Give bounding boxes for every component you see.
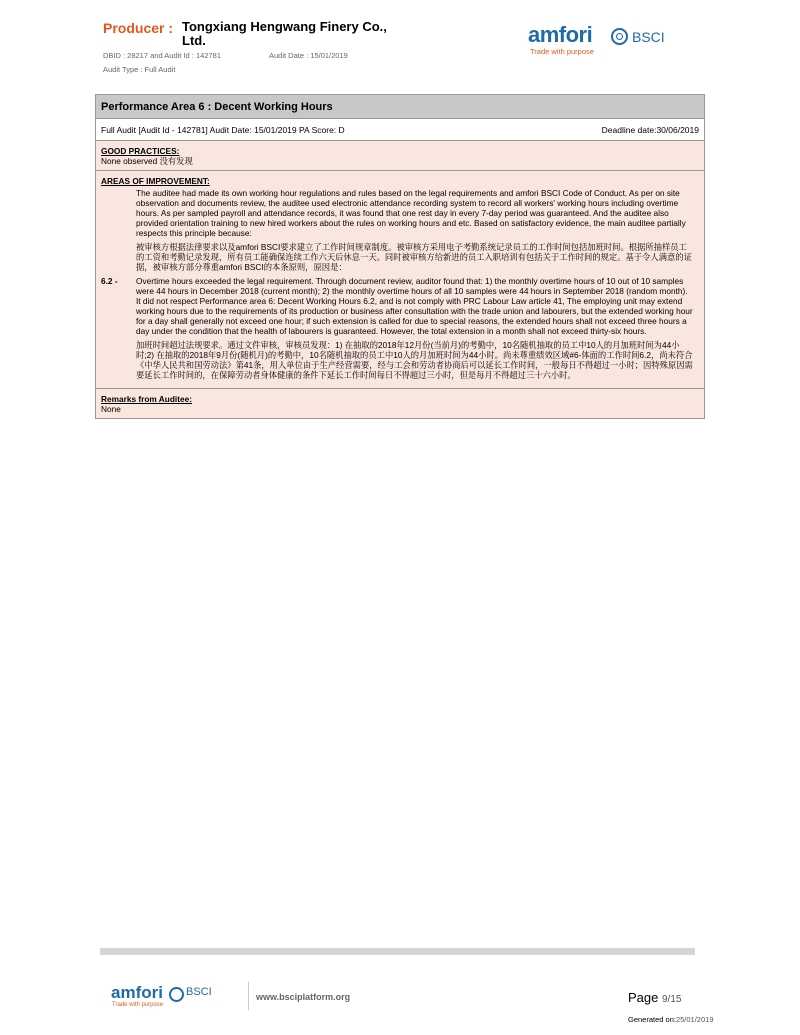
remarks-text: None	[101, 404, 121, 414]
footer-vertical-divider	[248, 982, 249, 1010]
page-label: Page	[628, 990, 659, 1005]
area-text	[136, 188, 699, 384]
footer-website: www.bsciplatform.org	[256, 992, 351, 1002]
footer-logo-tagline: Trade with purpose	[112, 1002, 164, 1008]
page-number: 9/15	[662, 994, 682, 1005]
dbid-audit-id: DBID : 28217 and Audit Id : 142781	[103, 51, 222, 60]
bsci-ring-icon	[611, 28, 628, 45]
finding-paragraph-cn-2: 加班时间超过法规要求。通过文件审核，审核员发现：1) 在抽取的2018年12月份(当前月)的考勤中，10名随机抽取的员工中10人的月加班时间为44小时;2) 在抽取的2018年9月份(随机月)的考勤中，10名随机抽取的员工中10人的月加班时间为44小时。尚未尊重绩效区域#6-体面的工作时间6.2，尚未符合《中华人民共和国劳动法》第41条，用人单位由于生产经营需要，经与工会和劳动者协商后可以延长工作时间，一般每日不得超过一小时；因特殊原因需要延长工作时间的，在保障劳动者身体健康的条件下延长工作时间每日不得超过三小时，但是每月不得超过三十六小时。	[136, 340, 693, 380]
area-item	[101, 188, 699, 384]
footer-bsci-ring-icon	[169, 987, 184, 1002]
performance-area-box	[95, 94, 705, 419]
audit-info-row	[96, 119, 704, 141]
footer-logo-word: amfori	[111, 983, 163, 1002]
footer-amfori-logo	[111, 985, 221, 1015]
area-number: 6.2 -	[101, 276, 118, 286]
page-indicator	[628, 990, 681, 1005]
remarks-section	[96, 389, 704, 418]
footer-logo-bsci: BSCI	[186, 986, 212, 998]
areas-of-improvement-section	[96, 171, 704, 389]
logo-tagline: Trade with purpose	[530, 47, 594, 56]
good-practices-section	[96, 141, 704, 171]
amfori-bsci-logo	[528, 22, 673, 62]
deadline-date: Deadline date:30/06/2019	[601, 125, 699, 135]
producer-name: Tongxiang Hengwang Finery Co., Ltd.	[182, 19, 387, 48]
audit-date: Audit Date : 15/01/2019	[269, 51, 348, 60]
areas-heading: AREAS OF IMPROVEMENT:	[101, 176, 210, 186]
producer-label: Producer :	[103, 20, 174, 36]
finding-paragraph-en-2: Overtime hours exceeded the legal requirement. Through document review, auditor found that: 1) the monthly overtime hours of 10 out of 10 samples were 44 hours in December 2018 (current month); 2) the monthly overtime hours of all 10 samples were 44 hours in September 2018 (random month). It did not respect Performance area 6: Decent Working Hours 6.2, and is not comply with PRC Labour Law article 41, The employing unit may extend working hours due to the requirements of its production or business after consultation with the trade union and labourers, but the extended working hour for a day shall generally not exceed one hour; if such extension is called for due to special reasons, the extended hours shall not exceed three hours a day under the condition that the health of labourers is guaranteed. However, the total extension in a month shall not exceed thirty-six hours.	[136, 276, 693, 336]
good-practices-heading: GOOD PRACTICES:	[101, 146, 180, 156]
finding-paragraph-cn-1: 被审核方根据法律要求以及amfori BSCI要求建立了工作时间规章制度。被审核方采用电子考勤系统记录员工的工作时间包括加班时间。根据所抽样员工的工资和考勤记录发现，所有员工能确保连续工作六天后休息一天。同时被审核方给新进的员工入职培训有包括关于工作时间的规定。基于令人满意的证据，被审核方部分尊重amfori BSCI的本条原则，原因是：	[136, 242, 692, 272]
audit-type: Audit Type : Full Audit	[103, 65, 176, 74]
good-practices-text: None observed 没有发现	[101, 156, 193, 166]
generated-on	[628, 1015, 714, 1024]
audit-info: Full Audit [Audit Id - 142781] Audit Date: 15/01/2019 PA Score: D	[101, 125, 345, 135]
generated-label: Generated on:	[628, 1015, 676, 1024]
footer-divider-bar	[100, 948, 695, 955]
generated-date: 25/01/2019	[675, 1015, 714, 1024]
logo-bsci: BSCI	[632, 29, 665, 45]
finding-paragraph-en-1: The auditee had made its own working hour regulations and rules based on the legal requirements and amfori BSCI Code of Conduct. As per on site observation and documents review, the auditee used electronic attendance recording system to record all workers' working hours including overtime hours. As per sampled payroll and attendance records, it was found that one rest day in every 7-day period was guaranteed. And the auditee also provided orientation training to new hired workers about the rules on working hours and etc. Based on satisfactory evidence, the main auditee partially respects this principle because:	[136, 188, 686, 238]
remarks-heading: Remarks from Auditee:	[101, 394, 192, 404]
section-title: Performance Area 6 : Decent Working Hours	[96, 95, 704, 119]
logo-word: amfori	[528, 22, 593, 47]
